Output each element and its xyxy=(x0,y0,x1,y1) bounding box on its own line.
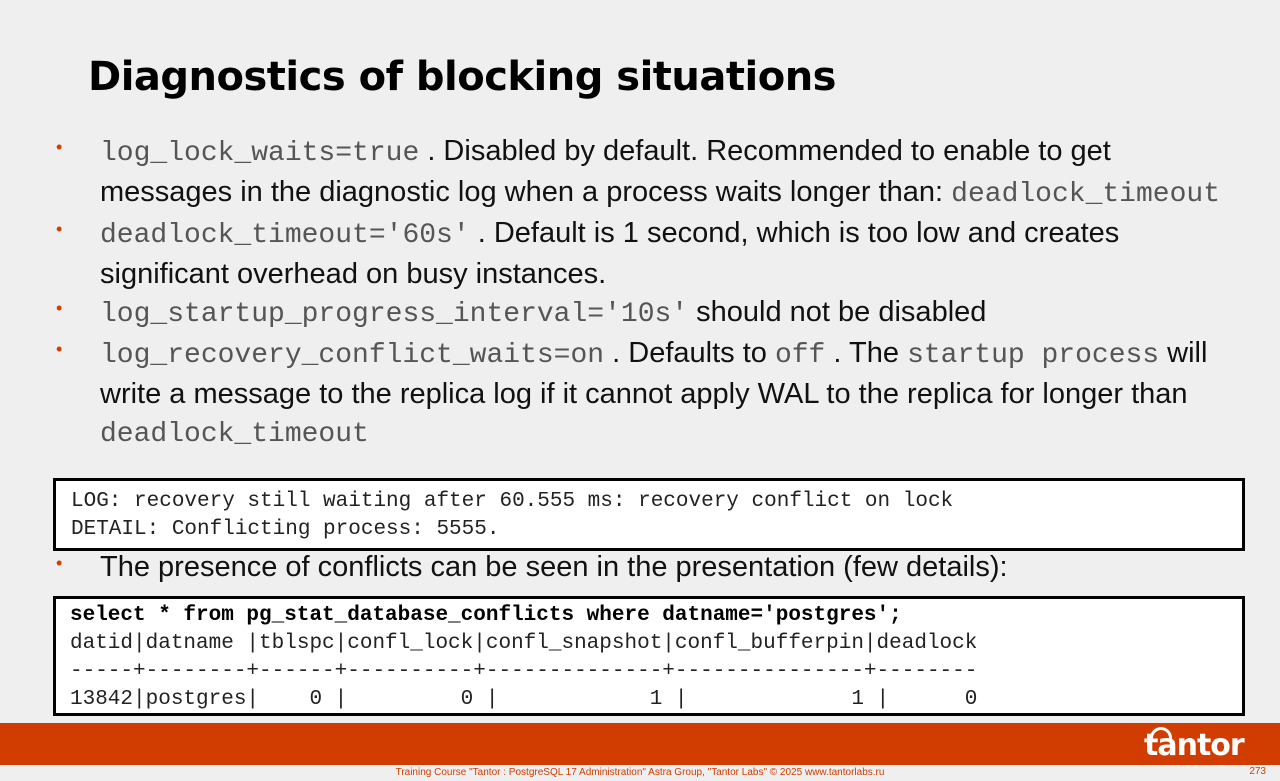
bullet-text: . Disabled by default. Recommended to enable to get messages in the diagnostic log when a process waits longer than: xyxy=(100,135,1111,208)
bullet-list xyxy=(56,132,1246,454)
result-row: 13842|postgres| 0 | 0 | 1 | 1 | 0 xyxy=(70,688,978,711)
bullet-text: will write a message to the replica log if it cannot apply WAL to the replica for longer than xyxy=(100,337,1208,410)
bullet-text: The presence of conflicts can be seen in the presentation (few details): xyxy=(100,551,1008,583)
bullet-text: . Defaults to xyxy=(604,337,775,369)
bullet-item xyxy=(56,548,1246,586)
inline-code: startup process xyxy=(907,340,1160,371)
result-separator: -----+--------+------+----------+--------------+---------------+-------- xyxy=(70,660,978,683)
inline-code: deadlock_timeout xyxy=(100,419,369,450)
bullet-text: . The xyxy=(825,337,908,369)
footer-bar xyxy=(0,723,1280,765)
inline-code: deadlock_timeout xyxy=(951,179,1220,210)
slide-title: Diagnostics of blocking situations xyxy=(88,54,836,100)
inline-code: off xyxy=(774,340,826,371)
bullet-text: should not be disabled xyxy=(688,296,987,328)
log-line-2: DETAIL: Conflicting process: 5555. xyxy=(71,518,500,541)
inline-code: log_recovery_conflict_waits=on xyxy=(100,340,605,371)
log-code-block xyxy=(53,478,1245,551)
result-header: datid|datname |tblspc|confl_lock|confl_snapshot|confl_bufferpin|deadlock xyxy=(70,632,978,655)
query-code-block xyxy=(53,596,1245,716)
bullet-conflicts xyxy=(56,548,1246,586)
bullet-item xyxy=(56,214,1246,293)
query-line: select * from pg_stat_database_conflicts where datname='postgres'; xyxy=(70,604,902,627)
bullet-item xyxy=(56,293,1246,334)
bullet-item xyxy=(56,132,1246,214)
inline-code: log_lock_waits=true xyxy=(100,138,420,169)
inline-code: deadlock_timeout='60s' xyxy=(100,220,470,251)
inline-code: log_startup_progress_interval='10s' xyxy=(100,299,689,330)
page-number: 273 xyxy=(1249,766,1266,777)
bullet-text: . Default is 1 second, which is too low and creates significant overhead on busy instances. xyxy=(100,217,1120,290)
bullet-item xyxy=(56,334,1246,454)
footer-text: Training Course "Tantor : PostgreSQL 17 Administration" Astra Group, "Tantor Labs" © 2025 www.tantorlabs.ru xyxy=(395,767,885,778)
tantor-logo: tantor xyxy=(1144,728,1244,763)
log-line-1: LOG: recovery still waiting after 60.555 ms: recovery conflict on lock xyxy=(71,490,954,513)
